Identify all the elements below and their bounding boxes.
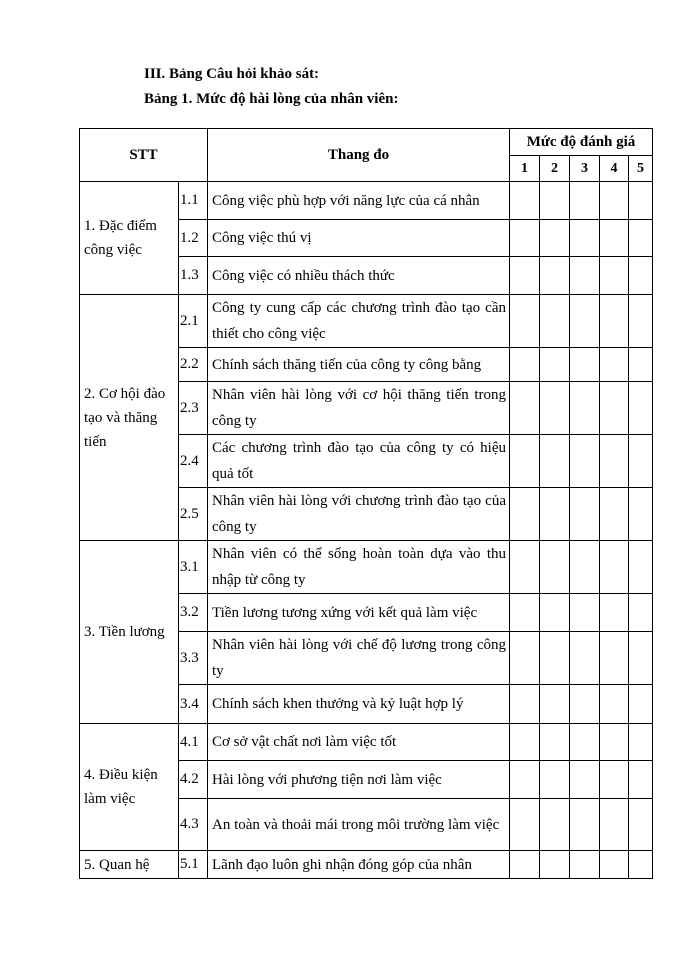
- rating-cell-1[interactable]: [510, 295, 540, 348]
- rating-cell-4[interactable]: [600, 632, 629, 685]
- item-statement: Công việc phù hợp với năng lực của cá nhân: [208, 182, 510, 220]
- rating-cell-2[interactable]: [540, 382, 570, 435]
- rating-cell-2[interactable]: [540, 594, 570, 632]
- rating-cell-1[interactable]: [510, 488, 540, 541]
- item-number: 5.1: [179, 851, 208, 879]
- rating-cell-5[interactable]: [629, 182, 653, 220]
- rating-cell-5[interactable]: [629, 541, 653, 594]
- section-title: III. Bảng Câu hỏi khảo sát:: [144, 66, 320, 82]
- item-number: 3.4: [179, 685, 208, 724]
- rating-cell-1[interactable]: [510, 257, 540, 295]
- rating-cell-3[interactable]: [570, 724, 600, 761]
- rating-cell-4[interactable]: [600, 799, 629, 851]
- scale-header: Thang đo: [208, 129, 510, 182]
- rating-level-2: 2: [540, 156, 570, 182]
- rating-cell-2[interactable]: [540, 220, 570, 257]
- rating-cell-4[interactable]: [600, 851, 629, 879]
- rating-cell-5[interactable]: [629, 724, 653, 761]
- item-statement: Các chương trình đào tạo của công ty có hiệu quả tốt: [208, 435, 510, 488]
- rating-cell-5[interactable]: [629, 851, 653, 879]
- rating-cell-4[interactable]: [600, 348, 629, 382]
- item-number: 2.1: [179, 295, 208, 348]
- rating-cell-3[interactable]: [570, 632, 600, 685]
- item-number: 1.1: [179, 182, 208, 220]
- rating-cell-3[interactable]: [570, 382, 600, 435]
- rating-cell-4[interactable]: [600, 594, 629, 632]
- item-number: 3.3: [179, 632, 208, 685]
- rating-cell-2[interactable]: [540, 182, 570, 220]
- item-statement: Hài lòng với phương tiện nơi làm việc: [208, 761, 510, 799]
- rating-cell-4[interactable]: [600, 257, 629, 295]
- item-statement: Công việc thú vị: [208, 220, 510, 257]
- item-number: 1.3: [179, 257, 208, 295]
- rating-cell-2[interactable]: [540, 295, 570, 348]
- rating-level-1: 1: [510, 156, 540, 182]
- table-row: [80, 724, 653, 761]
- rating-cell-4[interactable]: [600, 488, 629, 541]
- item-number: 2.5: [179, 488, 208, 541]
- rating-cell-2[interactable]: [540, 488, 570, 541]
- rating-cell-3[interactable]: [570, 761, 600, 799]
- group-name: 1. Đặc điểm công việc: [80, 182, 179, 295]
- rating-cell-4[interactable]: [600, 541, 629, 594]
- rating-cell-4[interactable]: [600, 295, 629, 348]
- rating-cell-1[interactable]: [510, 724, 540, 761]
- table-caption: Bảng 1. Mức độ hài lòng của nhân viên:: [144, 91, 399, 107]
- rating-cell-2[interactable]: [540, 348, 570, 382]
- rating-cell-5[interactable]: [629, 220, 653, 257]
- item-statement: Công việc có nhiều thách thức: [208, 257, 510, 295]
- rating-cell-1[interactable]: [510, 348, 540, 382]
- rating-cell-4[interactable]: [600, 435, 629, 488]
- rating-cell-2[interactable]: [540, 761, 570, 799]
- rating-cell-1[interactable]: [510, 799, 540, 851]
- item-number: 3.1: [179, 541, 208, 594]
- item-statement: Chính sách thăng tiến của công ty công bằng: [208, 348, 510, 382]
- rating-cell-2[interactable]: [540, 435, 570, 488]
- rating-cell-2[interactable]: [540, 632, 570, 685]
- survey-table: [79, 128, 653, 879]
- rating-cell-4[interactable]: [600, 182, 629, 220]
- group-name: 3. Tiền lương: [80, 541, 179, 724]
- rating-cell-5[interactable]: [629, 594, 653, 632]
- rating-cell-3[interactable]: [570, 257, 600, 295]
- rating-cell-5[interactable]: [629, 632, 653, 685]
- item-statement: Nhân viên hài lòng với chương trình đào tạo của công ty: [208, 488, 510, 541]
- rating-cell-4[interactable]: [600, 724, 629, 761]
- stt-header: STT: [80, 129, 208, 182]
- rating-cell-1[interactable]: [510, 594, 540, 632]
- rating-cell-1[interactable]: [510, 541, 540, 594]
- item-statement: Công ty cung cấp các chương trình đào tạo cần thiết cho công việc: [208, 295, 510, 348]
- rating-cell-1[interactable]: [510, 851, 540, 879]
- rating-cell-3[interactable]: [570, 685, 600, 724]
- group-name: 2. Cơ hội đào tạo và thăng tiến: [80, 295, 179, 541]
- rating-cell-4[interactable]: [600, 220, 629, 257]
- item-statement: An toàn và thoải mái trong môi trường làm việc: [208, 799, 510, 851]
- item-number: 4.3: [179, 799, 208, 851]
- item-number: 2.4: [179, 435, 208, 488]
- rating-level-5: 5: [629, 156, 653, 182]
- rating-cell-5[interactable]: [629, 488, 653, 541]
- table-row: [80, 851, 653, 879]
- rating-cell-5[interactable]: [629, 382, 653, 435]
- rating-cell-1[interactable]: [510, 182, 540, 220]
- item-number: 4.1: [179, 724, 208, 761]
- item-number: 4.2: [179, 761, 208, 799]
- rating-cell-3[interactable]: [570, 435, 600, 488]
- rating-cell-5[interactable]: [629, 295, 653, 348]
- rating-cell-2[interactable]: [540, 541, 570, 594]
- rating-cell-5[interactable]: [629, 761, 653, 799]
- item-statement: Lãnh đạo luôn ghi nhận đóng góp của nhân: [208, 851, 510, 879]
- rating-cell-3[interactable]: [570, 851, 600, 879]
- rating-cell-5[interactable]: [629, 435, 653, 488]
- rating-cell-3[interactable]: [570, 541, 600, 594]
- rating-cell-3[interactable]: [570, 220, 600, 257]
- item-statement: Tiền lương tương xứng với kết quả làm việc: [208, 594, 510, 632]
- rating-cell-2[interactable]: [540, 724, 570, 761]
- item-number: 1.2: [179, 220, 208, 257]
- item-statement: Nhân viên hài lòng với cơ hội thăng tiến trong công ty: [208, 382, 510, 435]
- rating-cell-5[interactable]: [629, 257, 653, 295]
- table-row: [80, 541, 653, 594]
- rating-cell-3[interactable]: [570, 182, 600, 220]
- rating-cell-1[interactable]: [510, 685, 540, 724]
- rating-cell-5[interactable]: [629, 348, 653, 382]
- table-row: [80, 182, 653, 220]
- item-statement: Nhân viên hài lòng với chế độ lương trong công ty: [208, 632, 510, 685]
- rating-cell-3[interactable]: [570, 799, 600, 851]
- rating-cell-4[interactable]: [600, 761, 629, 799]
- item-statement: Cơ sở vật chất nơi làm việc tốt: [208, 724, 510, 761]
- item-statement: Nhân viên có thể sống hoàn toàn dựa vào thu nhập từ công ty: [208, 541, 510, 594]
- rating-cell-1[interactable]: [510, 435, 540, 488]
- rating-cell-1[interactable]: [510, 761, 540, 799]
- item-number: 2.3: [179, 382, 208, 435]
- item-number: 3.2: [179, 594, 208, 632]
- rating-cell-3[interactable]: [570, 488, 600, 541]
- group-name: 5. Quan hệ: [80, 851, 179, 879]
- rating-cell-1[interactable]: [510, 220, 540, 257]
- rating-cell-4[interactable]: [600, 382, 629, 435]
- group-name: 4. Điều kiện làm việc: [80, 724, 179, 851]
- table-row: [80, 295, 653, 348]
- rating-cell-1[interactable]: [510, 632, 540, 685]
- rating-cell-3[interactable]: [570, 295, 600, 348]
- item-number: 2.2: [179, 348, 208, 382]
- item-statement: Chính sách khen thưởng và kỷ luật hợp lý: [208, 685, 510, 724]
- rating-cell-1[interactable]: [510, 382, 540, 435]
- rating-level-4: 4: [600, 156, 629, 182]
- rating-cell-2[interactable]: [540, 851, 570, 879]
- rating-level-3: 3: [570, 156, 600, 182]
- rating-cell-4[interactable]: [600, 685, 629, 724]
- rating-header: Mức độ đánh giá: [510, 129, 653, 156]
- rating-cell-5[interactable]: [629, 799, 653, 851]
- rating-cell-2[interactable]: [540, 799, 570, 851]
- rating-cell-3[interactable]: [570, 594, 600, 632]
- rating-cell-3[interactable]: [570, 348, 600, 382]
- rating-cell-5[interactable]: [629, 685, 653, 724]
- rating-cell-2[interactable]: [540, 685, 570, 724]
- rating-cell-2[interactable]: [540, 257, 570, 295]
